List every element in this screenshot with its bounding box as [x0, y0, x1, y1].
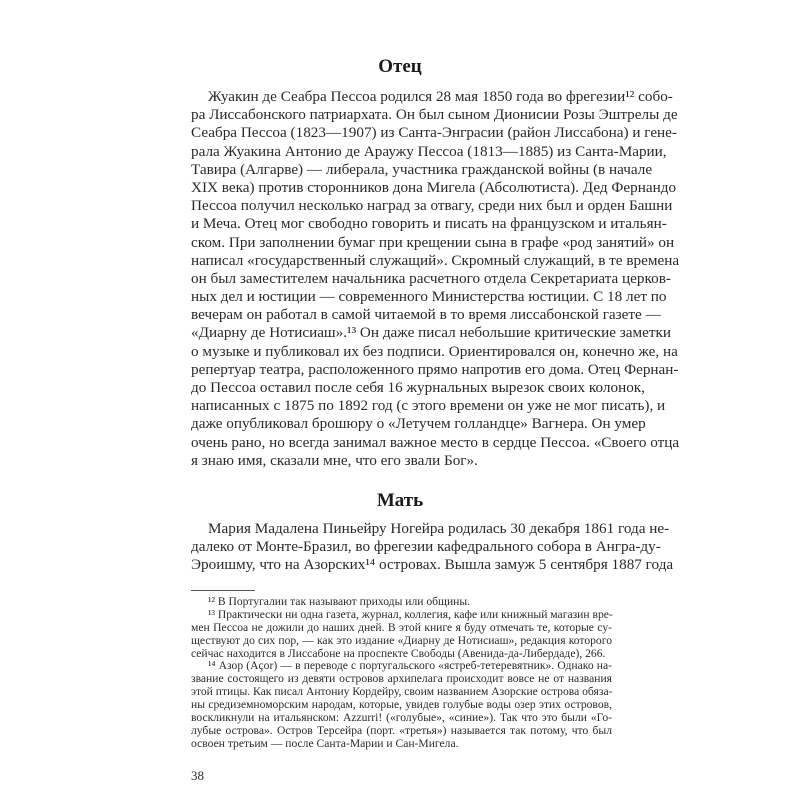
text-line: ны средиземноморским народам, которые, увидев голубые воды озер этих островов,: [191, 698, 612, 712]
text-line: до Пессоа оставил после себя 16 журнальных вырезок своих колонок,: [191, 379, 645, 396]
text-line: рала Жуакина Антонио де Араужу Пессоа (1813—1885) из Санта-Марии,: [191, 142, 667, 160]
text-line: Сеабра Пессоа (1823—1907) из Санта-Энграсии (район Лиссабона) и гене-: [191, 124, 677, 142]
text-line: о музыке и публиковал их без подписи. Ориентировался он, конечно же, на: [191, 342, 678, 360]
text-line: очень рано, но всегда занимал важное место в сердце Пессоа. «Своего отца: [191, 433, 680, 451]
text-line: Жуакин де Сеабра Пессоа родился 28 мая 1850 года во фрегезии¹² собо-: [208, 88, 673, 105]
text-line: вечерам он работал в самой читаемой в то время лиссабонской газете —: [191, 306, 661, 324]
text-line: звание состоящего из девяти островов архипелага происходит вовсе не от названия: [191, 672, 612, 686]
text-line: сейчас находится в Лиссабоне на проспекте Свободы (Авенида-да-Либердаде), 266.: [191, 646, 606, 660]
footnotes: [191, 596, 612, 751]
text-line: репертуар театра, расположенного прямо напротив его дома. Отец Фернан-: [191, 360, 679, 378]
text-line: ском. При заполнении бумаг при крещении сына в графе «род занятий» он: [191, 233, 675, 251]
section-mother-text: [191, 520, 674, 575]
text-line: Эроишму, что на Азорских¹⁴ островах. Вышла замуж 5 сентября 1887 года: [191, 556, 674, 574]
text-line: ществуют до сих пор, — как это издание «Диарну де Нотисиаш», редакция которого: [191, 633, 612, 647]
text-line: этой птицы. Как писал Антониу Кордейру, своим названием Азорские острова обяза-: [191, 685, 613, 699]
text-line: освоен третьим — после Санта-Марии и Сан-Мигела.: [191, 736, 459, 750]
text-line: даже опубликовал брошюру о «Летучем голландце» Вагнера. Он умер: [191, 415, 646, 433]
text-line: лубые острова». Остров Терсейра (порт. «третья») называется так потому, что был: [191, 723, 612, 737]
section-title-mother: Мать: [376, 490, 424, 511]
text-line: Пессоа получил несколько наград за отвагу, среди них был и орден Башни: [191, 197, 673, 215]
footnote-divider: [191, 590, 255, 591]
text-line: он был заместителем начальника расчетного отдела Секретариата церков-: [191, 269, 671, 287]
text-line: «Диарну де Нотисиаш».¹³ Он даже писал небольшие критические заметки: [191, 324, 672, 342]
text-line: ¹² В Португалии так называют приходы или общины.: [208, 595, 471, 608]
text-line: ных дел и юстиции — современного Министерства юстиции. С 18 лет по: [191, 288, 667, 306]
text-line: мен Пессоа не дожили до наших дней. В этой книге я буду отмечать те, которые су-: [191, 620, 612, 634]
text-line: ра Лиссабонского патриархата. Он был сыном Дионисии Розы Эштрелы де: [191, 106, 678, 124]
text-line: Мария Мадалена Пиньейру Ногейра родилась 30 декабря 1861 года не-: [208, 520, 670, 537]
text-line: воскликнули на итальянском: Azzurri! («голубые», «синие»). Так что это были «Го-: [191, 711, 612, 725]
text-line: ¹⁴ Азор (Açor) — в переводе с португальского «ястреб-тетеревятник». Однако на-: [208, 659, 612, 673]
page-number: 38: [191, 768, 204, 783]
text-line: я знаю имя, сказали мне, что его звали Бог».: [191, 451, 478, 469]
text-line: написанных с 1875 по 1892 год (с этого времени он уже не мог писать), и: [191, 397, 666, 415]
text-line: Тавира (Алгарве) — либерала, участника гражданской войны (в начале: [191, 160, 653, 178]
text-line: написал «государственный служащий». Скромный служащий, в те времена: [191, 251, 680, 269]
text-line: XIX века) против сторонников дона Мигела (Абсолютиста). Дед Фернандо: [191, 178, 677, 196]
section-title-father: Отец: [378, 56, 422, 77]
text-line: и Меча. Отец мог свободно говорить и писать на французском и итальян-: [191, 215, 667, 233]
text-line: далеко от Монте-Бразил, во фрегезии кафедрального собора в Ангра-ду-: [191, 538, 661, 556]
text-line: ¹³ Практически ни одна газета, журнал, коллегия, кафе или книжный магазин вре-: [208, 607, 613, 621]
section-father-text: [191, 88, 680, 470]
